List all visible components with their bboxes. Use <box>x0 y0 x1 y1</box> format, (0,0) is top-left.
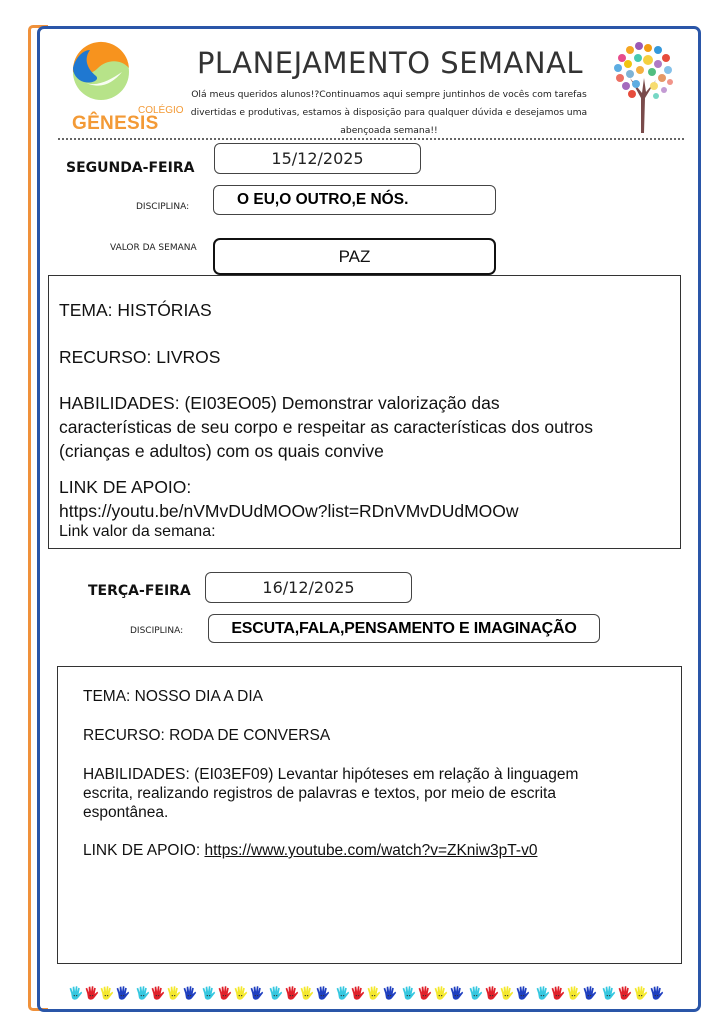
hand-icon <box>550 984 566 1004</box>
hand-icon <box>335 984 351 1004</box>
habilidades-line: HABILIDADES: (EI03EF09) Levantar hipóteses em relação à linguagem <box>83 766 579 783</box>
tuesday-label: TERÇA-FEIRA <box>88 583 191 599</box>
hand-icon <box>201 984 217 1004</box>
tuesday-date-value: 16/12/2025 <box>262 578 355 597</box>
monday-label: SEGUNDA-FEIRA <box>66 160 195 176</box>
hand-icon <box>382 984 398 1004</box>
monday-habilidades <box>59 391 680 463</box>
value-of-week-value: PAZ <box>338 246 371 266</box>
hand-icon <box>84 984 100 1004</box>
tuesday-tema: TEMA: NOSSO DIA A DIA <box>83 688 264 705</box>
hand-icon <box>582 984 598 1004</box>
greeting-message <box>172 86 606 140</box>
hand-icon <box>150 984 166 1004</box>
hand-icon <box>468 984 484 1004</box>
hand-icon <box>299 984 315 1004</box>
tuesday-recurso: RECURSO: RODA DE CONVERSA <box>83 727 331 744</box>
hand-icon <box>233 984 249 1004</box>
tuesday-discipline-value: ESCUTA,FALA,PENSAMENTO E IMAGINAÇÃO <box>231 619 577 637</box>
logo-big-text: GÊNESIS <box>72 113 159 134</box>
school-logo <box>62 38 184 134</box>
hand-icon <box>515 984 531 1004</box>
tuesday-link-label: LINK DE APOIO: <box>83 842 205 859</box>
hand-icon <box>182 984 198 1004</box>
hand-icon <box>284 984 300 1004</box>
monday-content-box <box>48 275 681 549</box>
hand-icon <box>350 984 366 1004</box>
monday-discipline-value: O EU,O OUTRO,E NÓS. <box>237 191 409 208</box>
tree-icon <box>608 38 678 136</box>
hand-icon <box>649 984 665 1004</box>
hand-icon <box>535 984 551 1004</box>
hand-icon <box>135 984 151 1004</box>
tuesday-content-box <box>57 666 682 964</box>
habilidades-line: escrita, realizando registros de palavras e textos, por meio de escrita <box>83 785 556 802</box>
tuesday-date-field[interactable] <box>205 572 412 603</box>
habilidades-line: espontânea. <box>83 804 169 821</box>
greeting-line: divertidas e produtivas, estamos à disposição para qualquer dúvida e desejamos uma <box>190 107 588 118</box>
hand-icon <box>401 984 417 1004</box>
tuesday-link-url[interactable]: https://www.youtube.com/watch?v=ZKniw3pT-v0 <box>204 842 538 859</box>
hand-icon <box>417 984 433 1004</box>
hand-icon <box>115 984 131 1004</box>
tuesday-discipline-label: DISCIPLINA: <box>130 626 184 636</box>
greeting-line: Olá meus queridos alunos!?Continuamos aqui sempre juntinhos de vocês com tarefas <box>191 89 587 100</box>
hand-icon <box>366 984 382 1004</box>
monday-link-label: LINK DE APOIO: <box>59 477 192 497</box>
hand-icon <box>268 984 284 1004</box>
hand-icon <box>617 984 633 1004</box>
greeting-line: abençoada semana!! <box>340 125 438 136</box>
habilidades-line: características de seu corpo e respeitar as características dos outros <box>59 417 593 437</box>
page-title: PLANEJAMENTO SEMANAL <box>196 46 584 80</box>
monday-date-field[interactable] <box>214 143 421 174</box>
hand-icon <box>166 984 182 1004</box>
hand-icon <box>633 984 649 1004</box>
header-divider <box>58 138 684 140</box>
value-of-week-label: VALOR DA SEMANA <box>110 243 197 253</box>
habilidades-line: (crianças e adultos) com os quais convive <box>59 441 384 461</box>
hand-icon <box>499 984 515 1004</box>
monday-link-url[interactable]: https://youtu.be/nVMvDUdMOOw?list=RDnVMvDUdMOOw <box>59 501 519 521</box>
habilidades-line: HABILIDADES: (EI03EO05) Demonstrar valorização das <box>59 393 500 413</box>
hand-icon <box>484 984 500 1004</box>
hand-icon <box>449 984 465 1004</box>
tuesday-link-row <box>83 841 681 860</box>
tuesday-habilidades <box>83 765 681 822</box>
colorful-hands-icon <box>68 984 668 1006</box>
monday-tema: TEMA: HISTÓRIAS <box>59 300 212 320</box>
hand-icon <box>315 984 331 1004</box>
hand-icon <box>601 984 617 1004</box>
monday-discipline-label: DISCIPLINA: <box>136 202 190 212</box>
monday-date-value: 15/12/2025 <box>271 149 364 168</box>
hand-icon <box>433 984 449 1004</box>
hand-icon <box>566 984 582 1004</box>
hand-icon <box>249 984 265 1004</box>
value-of-week-field[interactable] <box>213 238 496 275</box>
tuesday-discipline-field[interactable] <box>208 614 600 643</box>
hand-icon <box>68 984 84 1004</box>
monday-discipline-field[interactable] <box>213 185 496 215</box>
monday-recurso: RECURSO: LIVROS <box>59 347 221 367</box>
monday-link-valor-label: Link valor da semana: <box>59 523 216 540</box>
hand-icon <box>99 984 115 1004</box>
logo-small-text: COLÉGIO <box>138 105 184 116</box>
hand-icon <box>217 984 233 1004</box>
